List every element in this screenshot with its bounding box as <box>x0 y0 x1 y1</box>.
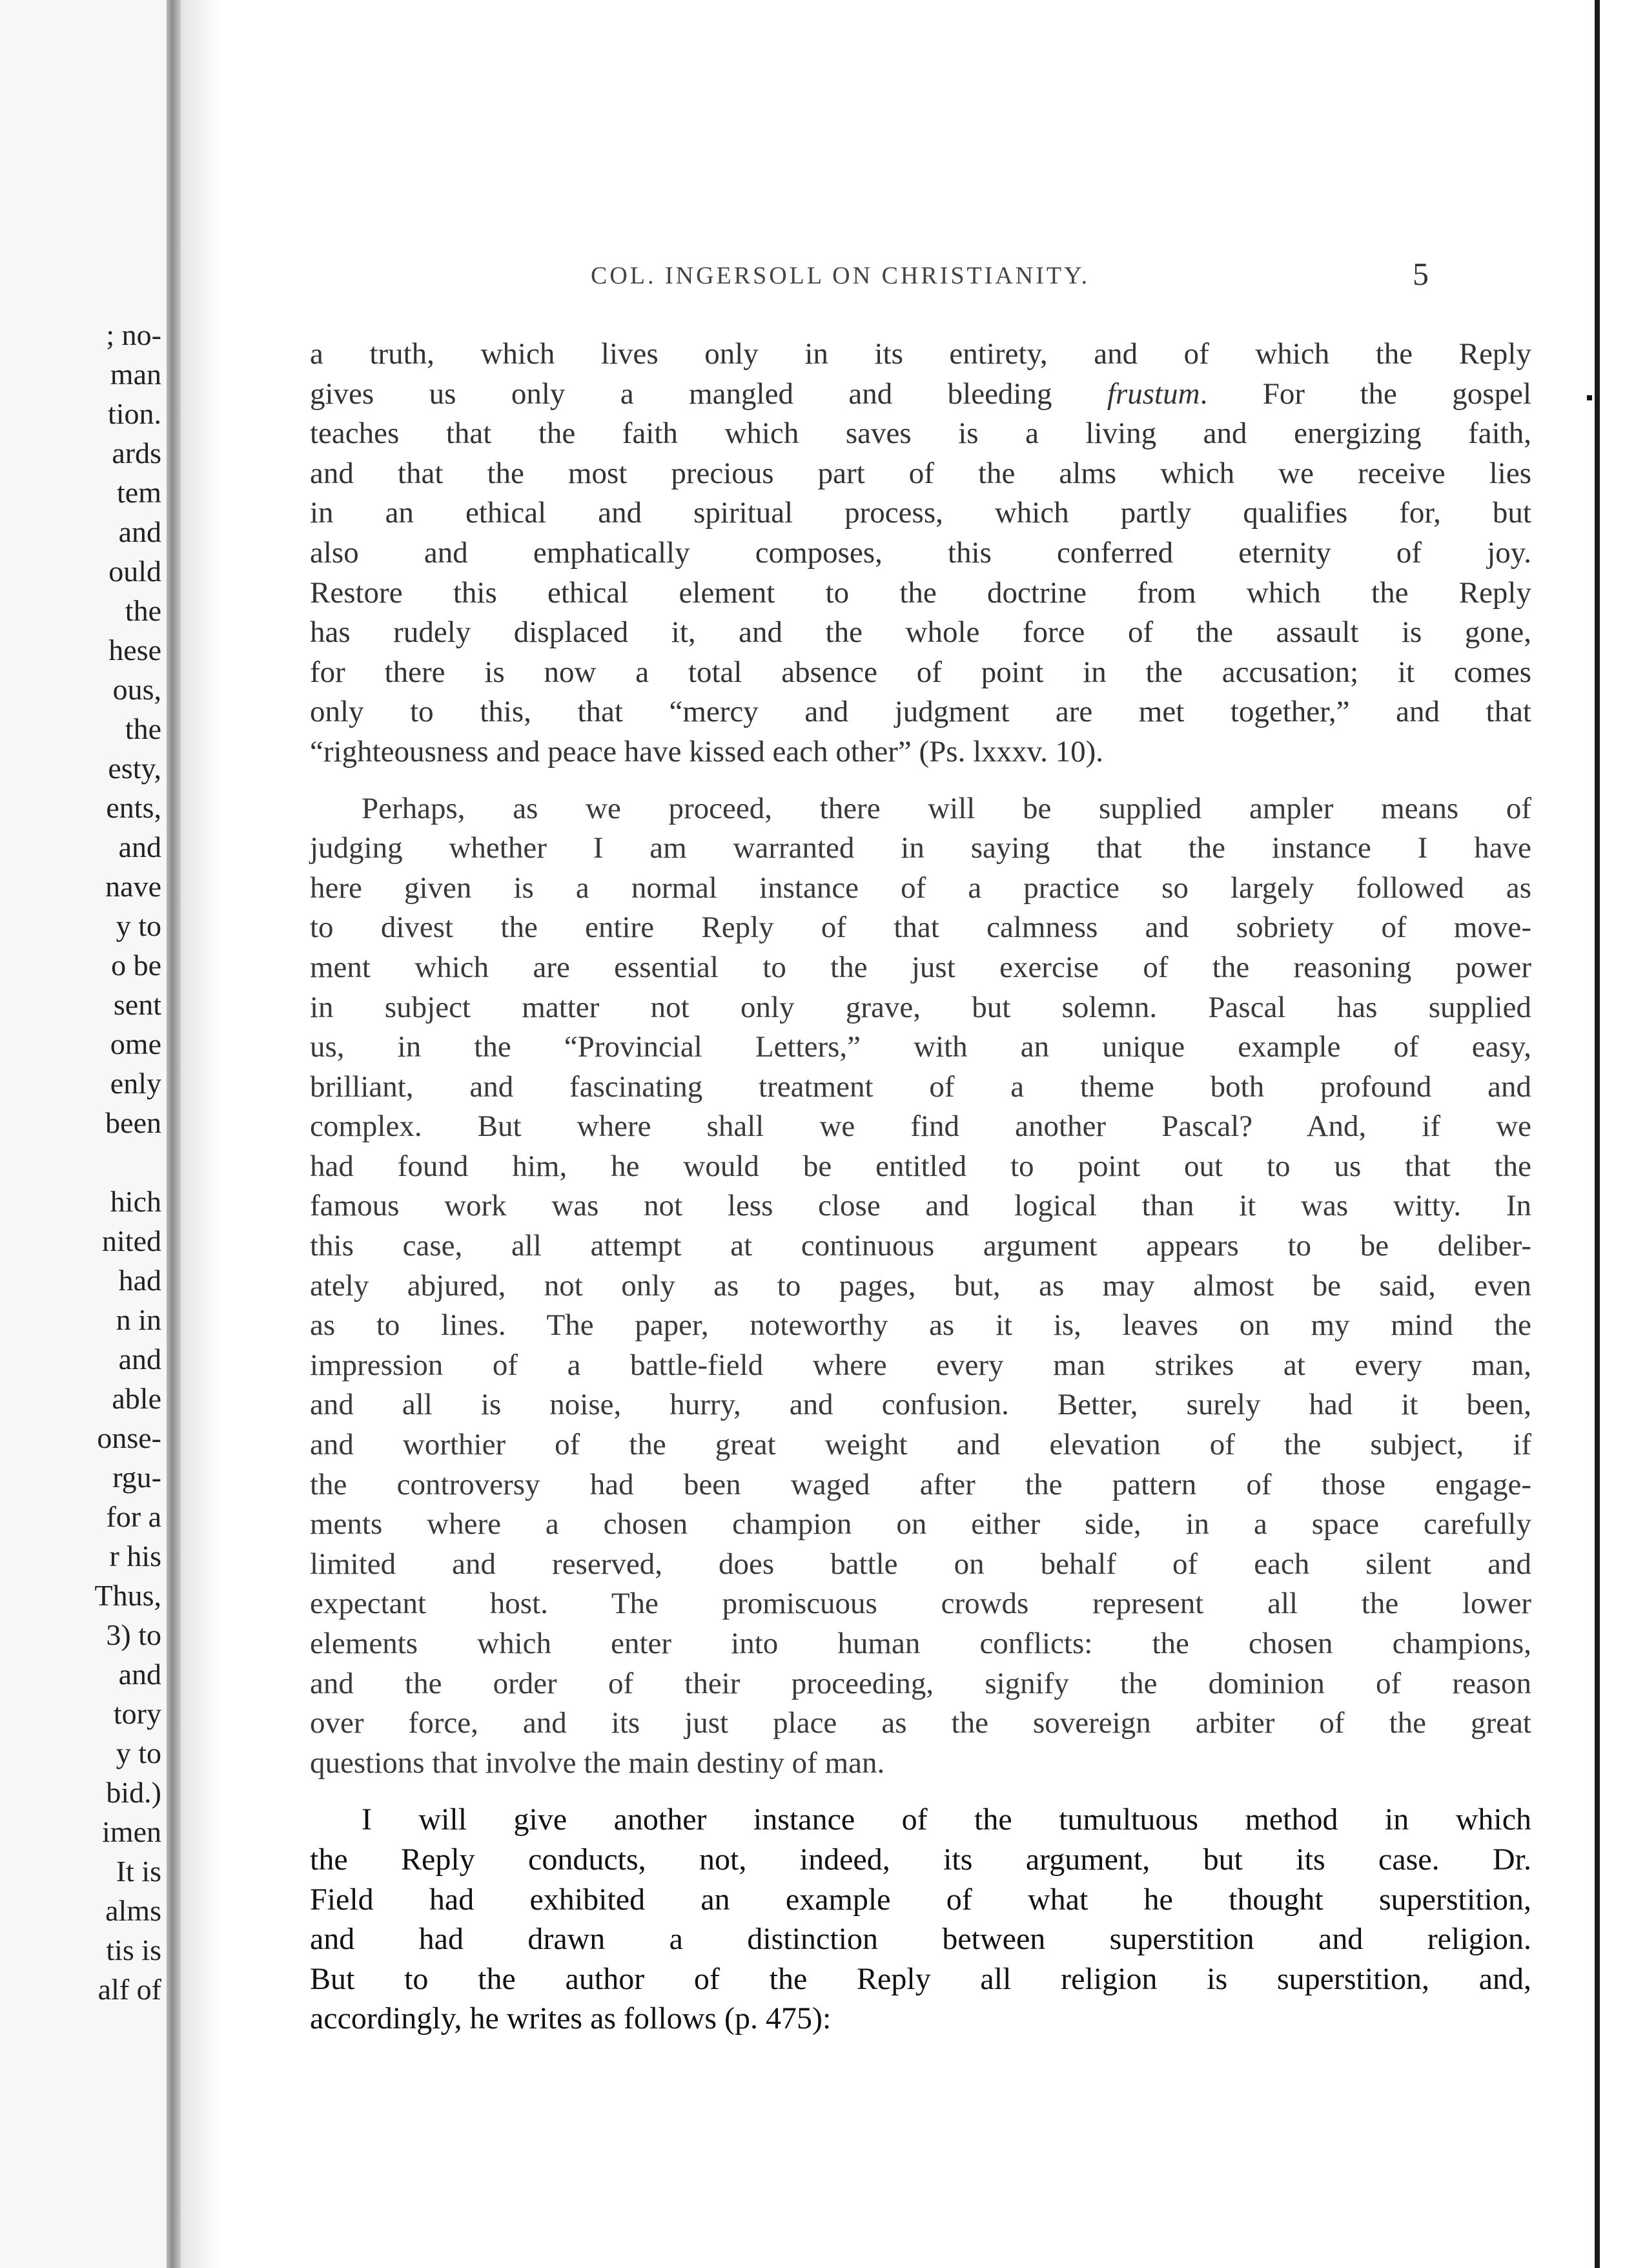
text-line: in an ethical and spiritual process, which partly qualifies for, but <box>310 496 1531 530</box>
text-line: Field had exhibited an example of what he thought superstition, <box>310 1882 1531 1917</box>
left-page-fragment: able <box>112 1382 161 1415</box>
left-page-fragment: It is <box>116 1855 161 1888</box>
text-line: as to lines. The paper, noteworthy as it is, leaves on my mind the <box>310 1308 1531 1343</box>
left-page-fragment: onse- <box>97 1421 161 1454</box>
left-page-fragment: ould <box>108 555 161 588</box>
left-page-fragment: ; no- <box>106 318 161 351</box>
left-page-fragment: y to <box>116 1737 161 1769</box>
previous-page-fragment <box>0 0 167 2268</box>
left-page-fragment: man <box>110 358 161 391</box>
paragraph-1 <box>310 335 1531 772</box>
left-page-fragment: ome <box>110 1027 161 1060</box>
left-page-fragment: been <box>105 1106 161 1139</box>
left-page-fragment: hich <box>110 1185 161 1218</box>
text-line: Restore this ethical element to the doctrine from which the Reply <box>310 575 1531 610</box>
text-line: teaches that the faith which saves is a living and energizing faith, <box>310 417 1531 451</box>
left-page-fragment: and <box>118 830 161 863</box>
text-line: brilliant, and fascinating treatment of a theme both profound and <box>310 1069 1531 1104</box>
scan-speck <box>1587 395 1592 400</box>
left-page-fragment: tory <box>113 1697 161 1730</box>
gutter-shadow <box>181 0 220 2268</box>
left-page-fragment: 3) to <box>106 1618 161 1651</box>
page-body-text <box>310 335 1531 2039</box>
left-page-fragment: rgu- <box>112 1461 161 1494</box>
left-page-fragment: n in <box>116 1303 161 1336</box>
text-line: gives us only a mangled and bleeding frustum. For the gospel <box>310 376 1531 411</box>
text-line: here given is a normal instance of a practice so largely followed as <box>310 871 1531 905</box>
left-page-fragment: imen <box>102 1815 161 1848</box>
left-page-fragment: nited <box>102 1224 161 1257</box>
text-line: and all is noise, hurry, and confusion. Better, surely had it been, <box>310 1388 1531 1422</box>
text-line: and that the most precious part of the alms which we receive lies <box>310 456 1531 490</box>
left-page-fragment: tem <box>117 476 161 509</box>
text-line: expectant host. The promiscuous crowds represent all the lower <box>310 1587 1531 1621</box>
left-page-fragment: ards <box>112 437 161 469</box>
text-line: a truth, which lives only in its entirety, and of which the Reply <box>310 337 1531 371</box>
text-line: limited and reserved, does battle on behalf of each silent and <box>310 1547 1531 1581</box>
left-page-fragment: and <box>118 1343 161 1376</box>
text-line: in subject matter not only grave, but solemn. Pascal has supplied <box>310 990 1531 1024</box>
paragraph-3 <box>310 1800 1531 2039</box>
left-page-fragment: the <box>125 712 161 745</box>
left-page-fragment: r his <box>109 1540 161 1572</box>
left-page-fragment: for a <box>106 1500 161 1533</box>
text-line: “righteousness and peace have kissed each other” (Ps. lxxxv. 10). <box>310 734 1103 768</box>
left-page-fragment: tis is <box>106 1933 161 1966</box>
text-line: the Reply conducts, not, indeed, its argument, but its case. Dr. <box>310 1842 1531 1877</box>
text-line: the controversy had been waged after the pattern of those engage- <box>310 1467 1531 1501</box>
left-page-fragment: bid.) <box>106 1776 161 1809</box>
left-page-fragment: ous, <box>112 673 161 706</box>
text-line: accordingly, he writes as follows (p. 475): <box>310 2001 832 2036</box>
running-title: COL. INGERSOLL ON CHRISTIANITY. <box>591 262 1090 289</box>
text-line: and the order of their proceeding, signify the dominion of reason <box>310 1666 1531 1700</box>
text-line: I will give another instance of the tumultuous method in which <box>362 1802 1531 1837</box>
book-page <box>220 0 1595 2268</box>
text-line: us, in the “Provincial Letters,” with an unique example of easy, <box>310 1030 1531 1064</box>
left-page-fragment: enly <box>110 1067 161 1100</box>
text-line: ments where a chosen champion on either side, in a space carefully <box>310 1507 1531 1541</box>
text-line: to divest the entire Reply of that calmness and sobriety of move- <box>310 911 1531 945</box>
text-line: ment which are essential to the just exercise of the reasoning power <box>310 950 1531 984</box>
left-page-fragment: and <box>118 515 161 548</box>
text-line: also and emphatically composes, this conferred eternity of joy. <box>310 535 1531 570</box>
left-page-fragment: had <box>118 1264 161 1297</box>
text-line: only to this, that “mercy and judgment are met together,” and that <box>310 695 1531 729</box>
left-page-fragment: alf of <box>97 1973 161 2006</box>
left-page-fragment: alms <box>105 1894 161 1927</box>
text-line: complex. But where shall we find another Pascal? And, if we <box>310 1109 1531 1144</box>
text-line: for there is now a total absence of point in the accusation; it comes <box>310 655 1531 689</box>
left-page-fragment: Thus, <box>94 1579 161 1612</box>
text-line: Perhaps, as we proceed, there will be supplied ampler means of <box>362 791 1531 825</box>
text-line: judging whether I am warranted in saying that the instance I have <box>310 831 1531 865</box>
text-line: impression of a battle-field where every man strikes at every man, <box>310 1348 1531 1382</box>
text-line: had found him, he would be entitled to point out to us that the <box>310 1149 1531 1183</box>
page-number: 5 <box>1413 256 1429 292</box>
text-line: and had drawn a distinction between superstition and religion. <box>310 1922 1531 1957</box>
left-page-fragment: nave <box>105 870 161 903</box>
text-line: questions that involve the main destiny of man. <box>310 1746 885 1780</box>
text-line: over force, and its just place as the sovereign arbiter of the great <box>310 1706 1531 1740</box>
text-line: and worthier of the great weight and elevation of the subject, if <box>310 1428 1531 1462</box>
page-outer-edge <box>1595 0 1645 2268</box>
left-page-fragment: o be <box>111 949 161 982</box>
left-page-fragment: the <box>125 594 161 627</box>
fragment-gap <box>95 1142 162 1182</box>
paragraph-2 <box>310 789 1531 1784</box>
left-page-fragment: sent <box>113 988 161 1021</box>
left-page-fragment: and <box>118 1658 161 1691</box>
previous-page-text-column <box>95 315 162 2009</box>
text-line: famous work was not less close and logical than it was witty. In <box>310 1189 1531 1223</box>
text-line: But to the author of the Reply all religion is superstition, and, <box>310 1961 1531 1996</box>
left-page-fragment: y to <box>116 909 161 942</box>
text-line: ately abjured, not only as to pages, but, as may almost be said, even <box>310 1268 1531 1303</box>
text-line: elements which enter into human conflicts: the chosen champions, <box>310 1627 1531 1660</box>
left-page-fragment: ents, <box>106 791 161 824</box>
book-gutter <box>167 0 181 2268</box>
left-page-fragment: hese <box>108 634 161 666</box>
left-page-fragment: esty, <box>108 752 161 785</box>
left-page-fragment: tion. <box>107 397 161 430</box>
text-line: this case, all attempt at continuous argument appears to be deliber- <box>310 1229 1531 1263</box>
text-line: has rudely displaced it, and the whole force of the assault is gone, <box>310 615 1531 650</box>
